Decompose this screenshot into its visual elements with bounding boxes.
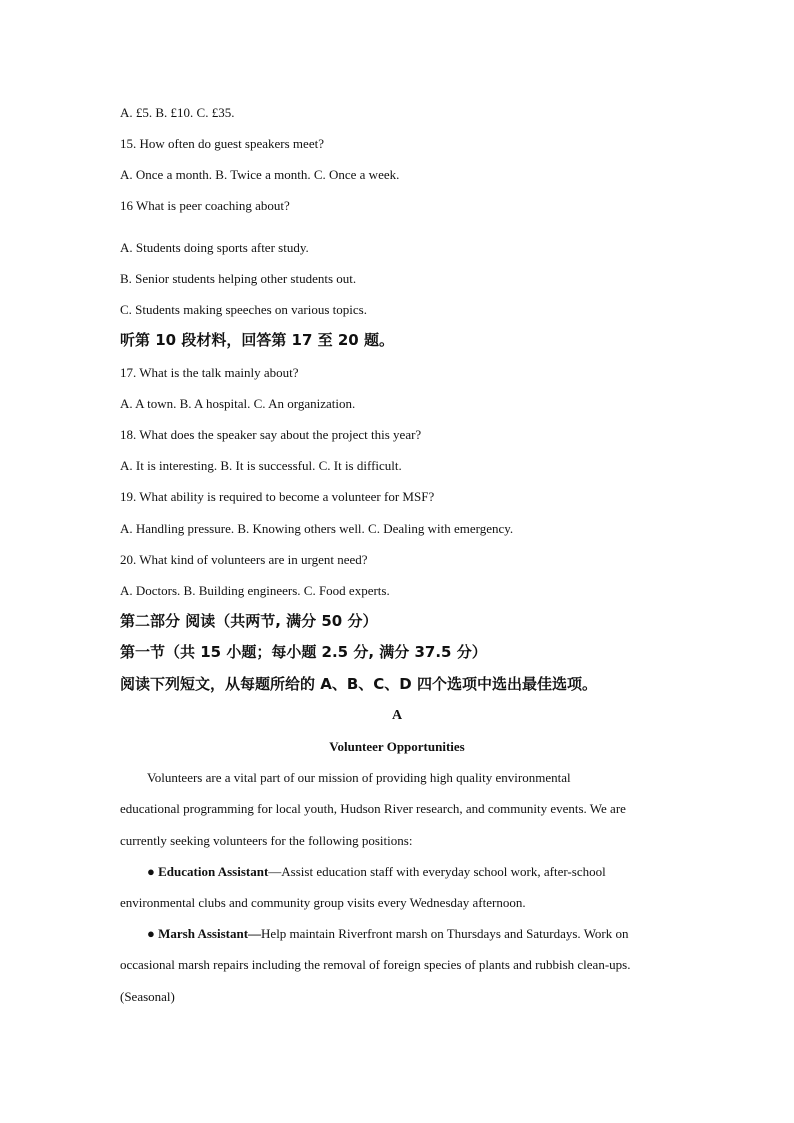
part-two-heading: 第二部分 阅读（共两节, 满分 50 分）: [120, 612, 378, 630]
passage-label: A: [391, 708, 403, 723]
question-19: 19. What ability is required to become a volunteer for MSF?: [120, 489, 435, 504]
question-20: 20. What kind of volunteers are in urgent need?: [120, 552, 368, 567]
question-18: 18. What does the speaker say about the project this year?: [120, 427, 422, 442]
section-instruction-10: 听第 10 段材料，回答第 17 至 20 题。: [120, 331, 394, 349]
passage-title: Volunteer Opportunities: [329, 739, 465, 754]
passage-paragraph-line-2: educational programming for local youth, Hudson River research, and community events. We are: [120, 801, 626, 816]
question-15: 15. How often do guest speakers meet?: [120, 136, 324, 151]
answer-options-18: A. It is interesting. B. It is successful. C. It is difficult.: [120, 458, 402, 473]
education-assistant-text: —Assist education staff with everyday school work, after-school: [268, 864, 606, 879]
marsh-assistant-item: [147, 926, 629, 942]
answer-options-20: A. Doctors. B. Building engineers. C. Food experts.: [120, 583, 390, 598]
marsh-assistant-continued: occasional marsh repairs including the removal of foreign species of plants and rubbish clean-ups.: [120, 957, 631, 972]
section-one-heading: 第一节（共 15 小题；每小题 2.5 分, 满分 37.5 分）: [120, 643, 487, 661]
education-assistant-title: ● Education Assistant: [147, 864, 269, 879]
education-assistant-continued: environmental clubs and community group visits every Wednesday afternoon.: [120, 895, 526, 910]
education-assistant-item: [147, 864, 606, 880]
question-16: 16 What is peer coaching about?: [120, 198, 290, 213]
answer-option-16a: A. Students doing sports after study.: [120, 240, 309, 255]
answer-options-15: A. Once a month. B. Twice a month. C. Once a week.: [120, 167, 400, 182]
passage-paragraph-line-3: currently seeking volunteers for the following positions:: [120, 833, 413, 848]
marsh-assistant-title: ● Marsh Assistant—: [147, 926, 262, 941]
answer-options-14: A. £5. B. £10. C. £35.: [120, 105, 235, 120]
passage-paragraph-line-1: Volunteers are a vital part of our mission of providing high quality environmental: [147, 770, 571, 785]
answer-option-16c: C. Students making speeches on various topics.: [120, 302, 367, 317]
marsh-assistant-text: Help maintain Riverfront marsh on Thursdays and Saturdays. Work on: [261, 926, 629, 941]
question-17: 17. What is the talk mainly about?: [120, 365, 299, 380]
answer-option-16b: B. Senior students helping other students out.: [120, 271, 357, 286]
answer-options-17: A. A town. B. A hospital. C. An organization.: [120, 396, 356, 411]
reading-instruction: 阅读下列短文，从每题所给的 A、B、C、D 四个选项中选出最佳选项。: [120, 675, 597, 693]
seasonal-note: (Seasonal): [120, 989, 175, 1004]
answer-options-19: A. Handling pressure. B. Knowing others well. C. Dealing with emergency.: [120, 521, 514, 536]
